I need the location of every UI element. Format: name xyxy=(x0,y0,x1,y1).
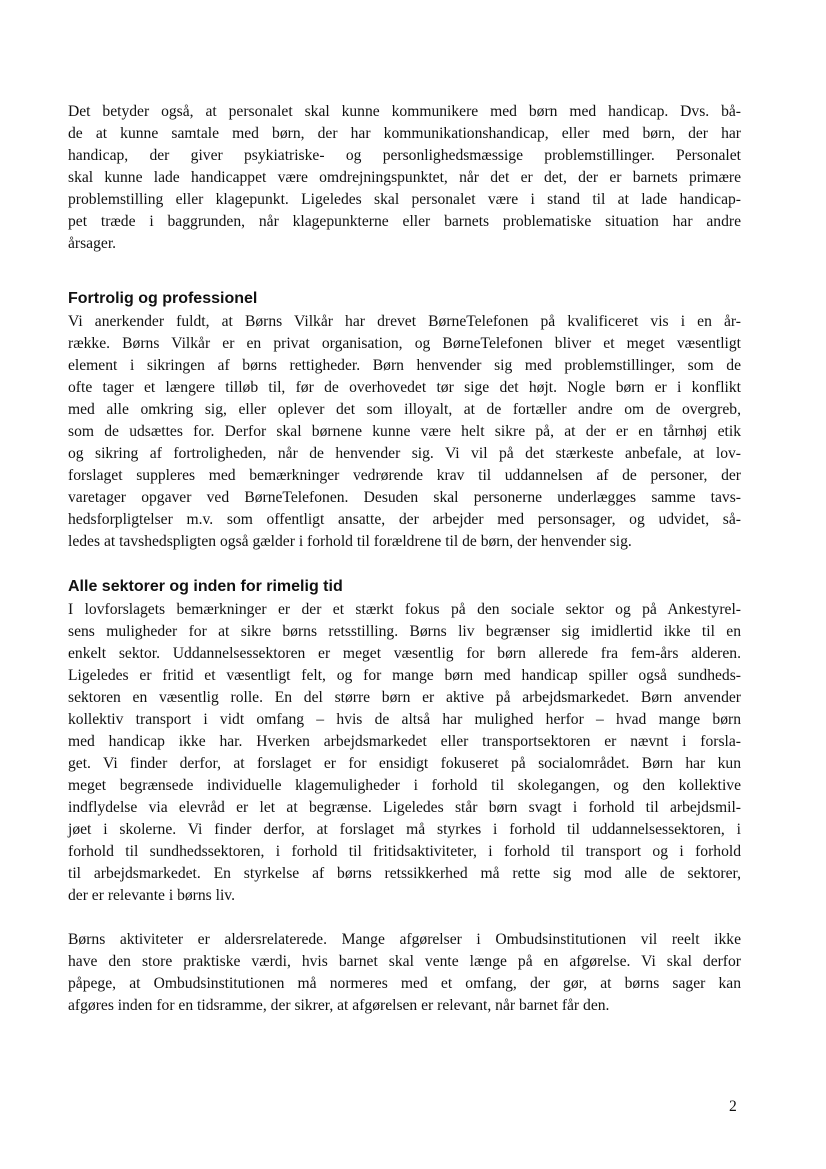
page-number: 2 xyxy=(729,1098,737,1115)
paragraph-line: element i sikringen af børns rettigheder. Børn henvender sig med problemstillinger, som de xyxy=(68,357,741,374)
paragraph-line: kollektiv transport i vidt omfang – hvis de altså har mulighed herfor – hvad mange børn xyxy=(68,711,741,728)
paragraph-line: get. Vi finder derfor, at forslaget er for ensidigt fokuseret på socialområdet. Børn har kun xyxy=(68,755,741,772)
paragraph-line: de at kunne samtale med børn, der har kommunikationshandicap, eller med børn, der har xyxy=(68,125,741,142)
paragraph-line: afgøres inden for en tidsramme, der sikrer, at afgørelsen er relevant, når barnet får den. xyxy=(68,997,610,1014)
paragraph-line: med alle omkring sig, eller oplever det som illoyalt, at de fortæller andre om de overgreb, xyxy=(68,401,741,418)
paragraph-line: hedsforpligtelser m.v. som offentligt ansatte, der arbejder med personsager, og udvidet, så- xyxy=(68,511,741,528)
paragraph-line: Ligeledes er fritid et væsentligt felt, og for mange børn med handicap spiller også sundheds- xyxy=(68,667,741,684)
paragraph-line: række. Børns Vilkår er en privat organisation, og BørneTelefonen bliver et meget væsentligt xyxy=(68,335,741,352)
paragraph-line: have den store praktiske værdi, hvis barnet skal vente længe på en afgørelse. Vi skal derfor xyxy=(68,953,741,970)
paragraph-line: problemstilling eller klagepunkt. Ligeledes skal personalet være i stand til at lade handicap- xyxy=(68,191,741,208)
paragraph-line: sens muligheder for at sikre børns retsstilling. Børns liv begrænser sig imidlertid ikke til en xyxy=(68,623,741,640)
paragraph-line: sektoren en væsentlig rolle. En del større børn er aktive på arbejdsmarkedet. Børn anvender xyxy=(68,689,741,706)
paragraph-line: enkelt sektor. Uddannelsessektoren er meget væsentlig for børn allerede fra fem-års alderen. xyxy=(68,645,741,662)
section-heading-all-sectors: Alle sektorer og inden for rimelig tid xyxy=(68,578,343,595)
paragraph-line: forslaget suppleres med bemærkninger vedrørende krav til uddannelsen af de personer, der xyxy=(68,467,741,484)
paragraph-line: forhold til sundhedssektoren, i forhold til fritidsaktiviteter, i forhold til transport og i forhold xyxy=(68,843,741,860)
paragraph-line: indflydelse via elevråd er let at begrænse. Ligeledes står børn svagt i forhold til arbejdsmil- xyxy=(68,799,741,816)
paragraph-line: meget begrænsede individuelle klagemuligheder i forhold til skolegangen, og den kollektive xyxy=(68,777,741,794)
paragraph-line: årsager. xyxy=(68,235,117,252)
paragraph-line: med handicap ikke har. Hverken arbejdsmarkedet eller transportsektoren er nævnt i forsla- xyxy=(68,733,741,750)
paragraph-line: varetager opgaver ved BørneTelefonen. Desuden skal personerne underlægges samme tavs- xyxy=(68,489,741,506)
paragraph-line: som de udsættes for. Derfor skal børnene kunne være helt sikre på, at der er en tårnhøj etik xyxy=(68,423,741,440)
paragraph-line: ofte tager et længere tilløb til, før de overhovedet tør sige det højt. Nogle børn er i konflikt xyxy=(68,379,741,396)
paragraph-line: Børns aktiviteter er aldersrelaterede. Mange afgørelser i Ombudsinstitutionen vil reelt ikke xyxy=(68,931,741,948)
section-heading-confidential: Fortrolig og professionel xyxy=(68,290,258,307)
paragraph-line: jøet i skolerne. Vi finder derfor, at forslaget må styrkes i forhold til uddannelsessektoren, i xyxy=(68,821,741,838)
paragraph-line: der er relevante i børns liv. xyxy=(68,887,235,904)
paragraph-line: påpege, at Ombudsinstitutionen må normeres med et omfang, der gør, at børns sager kan xyxy=(68,975,741,992)
paragraph-line: pet træde i baggrunden, når klagepunkterne eller barnets problematiske situation har andre xyxy=(68,213,741,230)
paragraph-line: til arbejdsmarkedet. En styrkelse af børns retssikkerhed må rette sig mod alle de sektorer, xyxy=(68,865,741,882)
paragraph-line: ledes at tavshedspligten også gælder i forhold til forældrene til de børn, der henvender sig. xyxy=(68,533,632,550)
paragraph-line: Det betyder også, at personalet skal kunne kommunikere med børn med handicap. Dvs. bå- xyxy=(68,103,741,120)
paragraph-line: og sikring af fortroligheden, når de henvender sig. Vi vil på det stærkeste anbefale, at lov- xyxy=(68,445,741,462)
paragraph-line: handicap, der giver psykiatriske- og personlighedsmæssige problemstillinger. Personalet xyxy=(68,147,741,164)
paragraph-line: Vi anerkender fuldt, at Børns Vilkår har drevet BørneTelefonen på kvalificeret vis i en år- xyxy=(68,313,741,330)
paragraph-line: I lovforslagets bemærkninger er der et stærkt fokus på den sociale sektor og på Ankestyrel- xyxy=(68,601,741,618)
paragraph-line: skal kunne lade handicappet være omdrejningspunktet, når det er det, der er barnets primære xyxy=(68,169,741,186)
